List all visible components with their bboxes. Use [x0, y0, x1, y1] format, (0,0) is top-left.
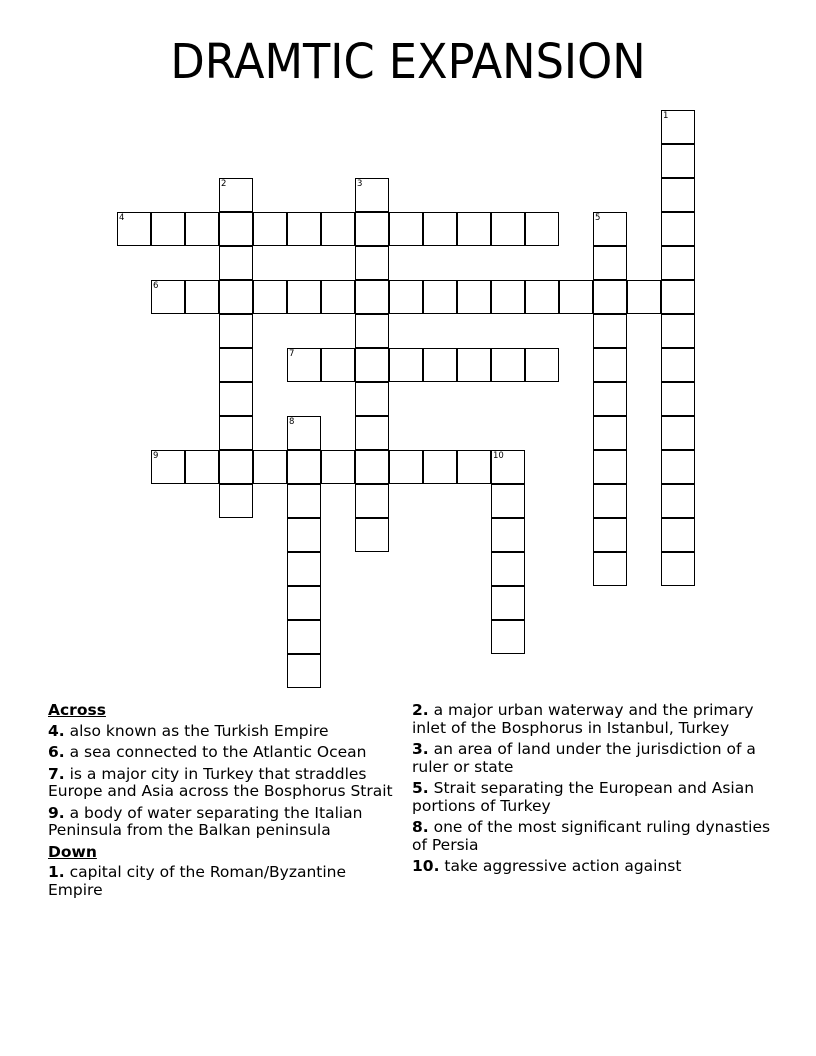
- clue-across-7: [48, 766, 393, 801]
- grid-cell[interactable]: [661, 144, 695, 178]
- grid-cell[interactable]: [457, 212, 491, 246]
- grid-cell[interactable]: [593, 246, 627, 280]
- clue-text: a major urban waterway and the primary inlet of the Bosphorus in Istanbul, Turkey: [412, 701, 754, 737]
- grid-cell[interactable]: [287, 552, 321, 586]
- grid-cell[interactable]: [287, 620, 321, 654]
- grid-cell[interactable]: [661, 552, 695, 586]
- clue-text: is a major city in Turkey that straddles Europe and Asia across the Bosphorus Strait: [48, 764, 393, 800]
- clue-text: one of the most significant ruling dynasties of Persia: [412, 818, 771, 854]
- grid-cell[interactable]: [661, 450, 695, 484]
- grid-cell[interactable]: [287, 586, 321, 620]
- grid-cell[interactable]: [491, 620, 525, 654]
- grid-cell[interactable]: [219, 484, 253, 518]
- grid-cell[interactable]: [491, 484, 525, 518]
- grid-cell[interactable]: [661, 518, 695, 552]
- cell-number: 7: [289, 349, 295, 359]
- grid-cell[interactable]: [219, 212, 253, 246]
- grid-cell[interactable]: [355, 246, 389, 280]
- grid-cell[interactable]: [627, 280, 661, 314]
- clue-down-2: [412, 702, 772, 737]
- clue-text: Strait separating the European and Asian portions of Turkey: [412, 779, 755, 815]
- grid-cell[interactable]: [457, 280, 491, 314]
- clue-text: take aggressive action against: [444, 857, 682, 875]
- grid-cell[interactable]: [661, 212, 695, 246]
- cell-number: 4: [119, 213, 125, 223]
- cell-number: 3: [357, 179, 363, 189]
- grid-cell[interactable]: [253, 212, 287, 246]
- clue-number: 9.: [48, 803, 65, 822]
- cell-number: 6: [153, 281, 159, 291]
- grid-cell[interactable]: [355, 348, 389, 382]
- clue-text: also known as the Turkish Empire: [69, 721, 329, 740]
- clue-number: 2.: [412, 701, 429, 719]
- grid-cell[interactable]: [389, 280, 423, 314]
- grid-cell[interactable]: [219, 450, 253, 484]
- clue-number: 10.: [412, 857, 440, 875]
- grid-cell[interactable]: [355, 518, 389, 552]
- grid-cell[interactable]: [355, 416, 389, 450]
- grid-cell[interactable]: [253, 280, 287, 314]
- clue-text: a body of water separating the Italian Peninsula from the Balkan peninsula: [48, 803, 363, 839]
- grid-cell[interactable]: [457, 348, 491, 382]
- grid-cell[interactable]: [151, 280, 185, 314]
- down-heading: Down: [48, 842, 97, 861]
- grid-cell[interactable]: [355, 484, 389, 518]
- grid-cell[interactable]: [525, 212, 559, 246]
- grid-cell[interactable]: [151, 450, 185, 484]
- grid-cell[interactable]: [661, 382, 695, 416]
- cell-number: 5: [595, 213, 601, 223]
- clue-number: 8.: [412, 818, 429, 836]
- cell-number: 10: [493, 451, 504, 461]
- grid-cell[interactable]: [287, 280, 321, 314]
- grid-cell[interactable]: [389, 212, 423, 246]
- clue-number: 1.: [48, 863, 65, 881]
- grid-cell[interactable]: [525, 348, 559, 382]
- grid-cell[interactable]: [321, 280, 355, 314]
- grid-cell[interactable]: [321, 450, 355, 484]
- grid-cell[interactable]: [287, 416, 321, 450]
- clue-number: 3.: [412, 740, 429, 758]
- grid-cell[interactable]: [661, 178, 695, 212]
- puzzle-title: DRAMTIC EXPANSION: [170, 34, 646, 90]
- grid-cell[interactable]: [525, 280, 559, 314]
- clues-right-column: [412, 702, 772, 880]
- grid-cell[interactable]: [185, 450, 219, 484]
- grid-cell[interactable]: [423, 280, 457, 314]
- grid-cell[interactable]: [253, 450, 287, 484]
- grid-cell[interactable]: [593, 382, 627, 416]
- grid-cell[interactable]: [355, 382, 389, 416]
- grid-cell[interactable]: [389, 348, 423, 382]
- grid-cell[interactable]: [593, 416, 627, 450]
- grid-cell[interactable]: [593, 518, 627, 552]
- grid-cell[interactable]: [661, 246, 695, 280]
- grid-cell[interactable]: [491, 212, 525, 246]
- grid-cell[interactable]: [491, 518, 525, 552]
- clue-down-8: [412, 819, 772, 854]
- grid-cell[interactable]: [593, 314, 627, 348]
- grid-cell[interactable]: [491, 552, 525, 586]
- grid-cell[interactable]: [287, 450, 321, 484]
- grid-cell[interactable]: [219, 280, 253, 314]
- clue-number: 7.: [48, 764, 65, 783]
- grid-cell[interactable]: [423, 212, 457, 246]
- grid-cell[interactable]: [491, 348, 525, 382]
- grid-cell[interactable]: [491, 450, 525, 484]
- grid-cell[interactable]: [219, 382, 253, 416]
- clue-number: 6.: [48, 743, 65, 761]
- grid-cell[interactable]: [423, 348, 457, 382]
- clue-down-3: [412, 741, 772, 776]
- grid-cell[interactable]: [219, 314, 253, 348]
- clue-down-10: [412, 858, 772, 876]
- grid-cell[interactable]: [219, 178, 253, 212]
- clue-across-4: [48, 723, 393, 741]
- grid-cell[interactable]: [117, 212, 151, 246]
- clue-down-5: [412, 780, 772, 815]
- clue-across-6: [48, 744, 393, 762]
- cell-number: 8: [289, 417, 295, 427]
- grid-cell[interactable]: [593, 348, 627, 382]
- grid-cell[interactable]: [661, 484, 695, 518]
- grid-cell[interactable]: [423, 450, 457, 484]
- grid-cell[interactable]: [321, 212, 355, 246]
- grid-cell[interactable]: [185, 280, 219, 314]
- grid-cell[interactable]: [593, 484, 627, 518]
- grid-cell[interactable]: [219, 246, 253, 280]
- clue-number: 5.: [412, 779, 429, 797]
- grid-cell[interactable]: [661, 416, 695, 450]
- grid-cell[interactable]: [287, 484, 321, 518]
- grid-cell[interactable]: [287, 654, 321, 688]
- grid-cell[interactable]: [287, 212, 321, 246]
- grid-cell[interactable]: [559, 280, 593, 314]
- grid-cell[interactable]: [355, 280, 389, 314]
- grid-cell[interactable]: [491, 586, 525, 620]
- grid-cell[interactable]: [661, 348, 695, 382]
- grid-cell[interactable]: [219, 348, 253, 382]
- grid-cell[interactable]: [661, 110, 695, 144]
- clue-number: 4.: [48, 721, 65, 740]
- grid-cell[interactable]: [491, 280, 525, 314]
- clue-text: capital city of the Roman/Byzantine Empire: [48, 863, 347, 899]
- grid-cell[interactable]: [593, 552, 627, 586]
- grid-cell[interactable]: [219, 416, 253, 450]
- grid-cell[interactable]: [185, 212, 219, 246]
- grid-cell[interactable]: [355, 178, 389, 212]
- grid-cell[interactable]: [287, 348, 321, 382]
- grid-cell[interactable]: [355, 450, 389, 484]
- grid-cell[interactable]: [661, 314, 695, 348]
- clue-down-1: [48, 864, 393, 899]
- clues-left-column: [48, 702, 393, 903]
- grid-cell[interactable]: [287, 518, 321, 552]
- grid-cell[interactable]: [593, 212, 627, 246]
- clue-across-9: [48, 805, 393, 840]
- cell-number: 2: [221, 179, 227, 189]
- across-heading: Across: [48, 701, 106, 719]
- cell-number: 1: [663, 111, 669, 121]
- grid-cell[interactable]: [389, 450, 423, 484]
- grid-cell[interactable]: [661, 280, 695, 314]
- cell-number: 9: [153, 451, 159, 461]
- grid-cell[interactable]: [151, 212, 185, 246]
- grid-cell[interactable]: [355, 212, 389, 246]
- clue-text: a sea connected to the Atlantic Ocean: [69, 743, 367, 761]
- grid-cell[interactable]: [593, 280, 627, 314]
- grid-cell[interactable]: [355, 314, 389, 348]
- grid-cell[interactable]: [457, 450, 491, 484]
- grid-cell[interactable]: [321, 348, 355, 382]
- grid-cell[interactable]: [593, 450, 627, 484]
- clue-text: an area of land under the jurisdiction of a ruler or state: [412, 740, 756, 776]
